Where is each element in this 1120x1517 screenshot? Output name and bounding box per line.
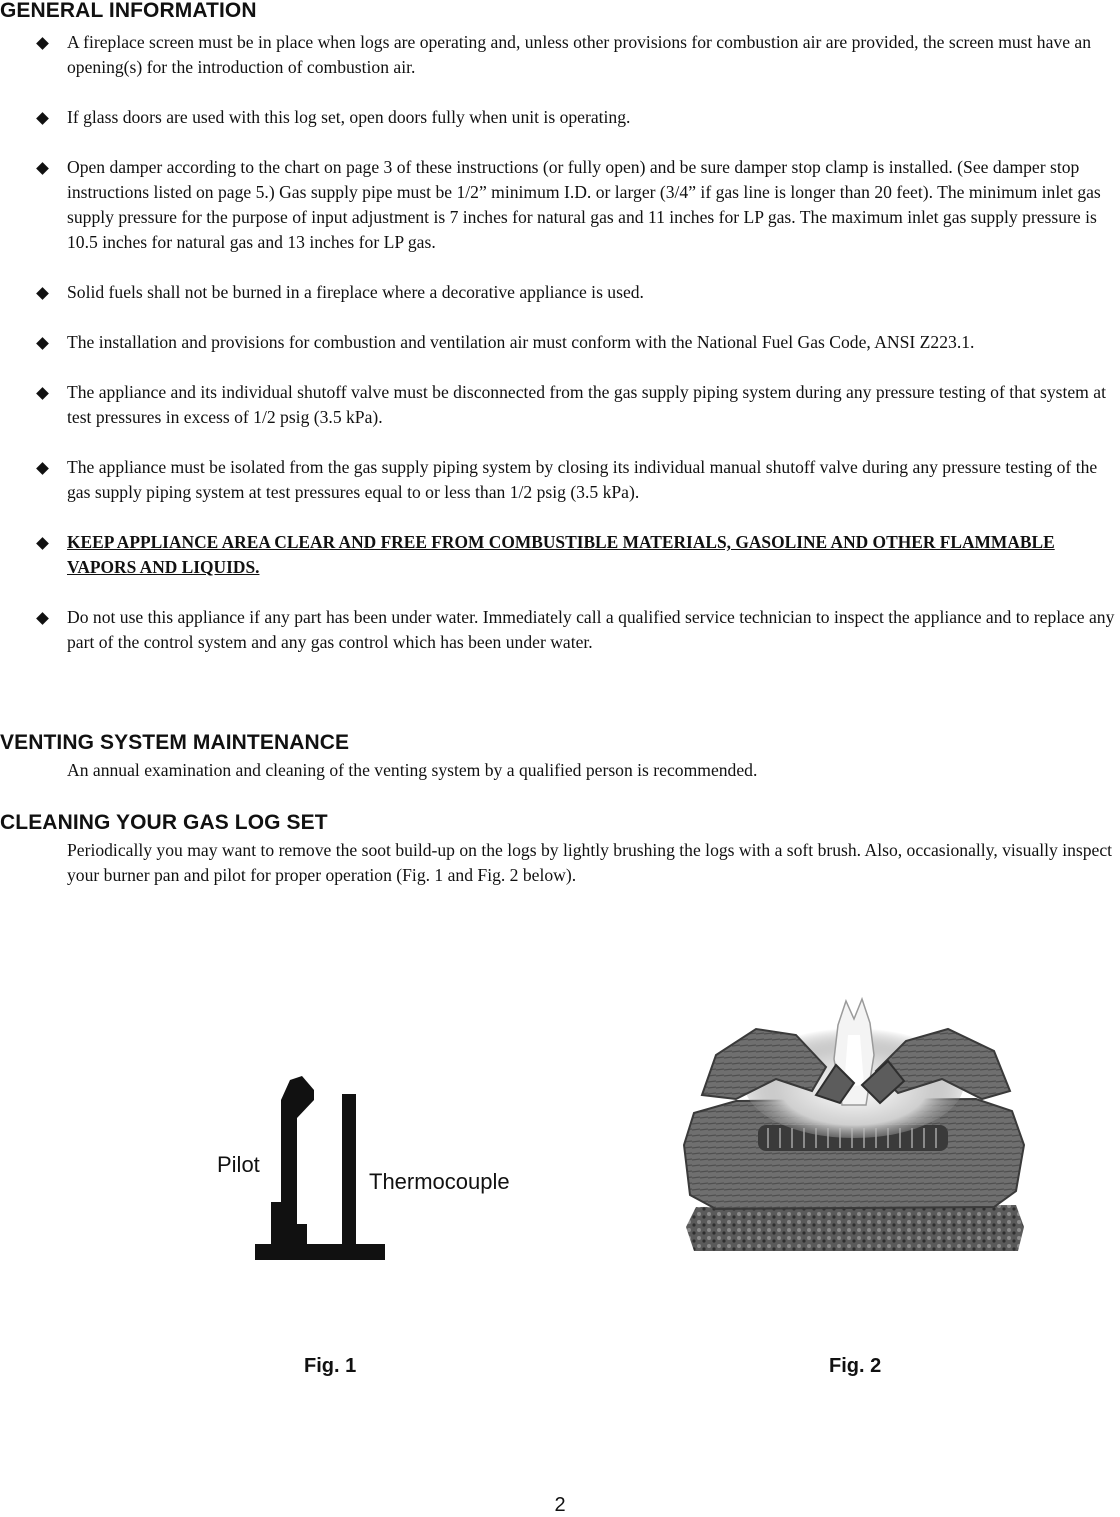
diamond-bullet-icon	[36, 387, 49, 400]
general-information-heading: GENERAL INFORMATION	[0, 0, 257, 22]
list-item	[0, 605, 1120, 655]
list-item	[0, 280, 1120, 305]
list-item	[0, 105, 1120, 130]
diamond-bullet-icon	[36, 37, 49, 50]
diamond-bullet-icon	[36, 162, 49, 175]
list-item	[0, 380, 1120, 430]
venting-paragraph: An annual examination and cleaning of the venting system by a qualified person is recommended.	[67, 760, 758, 780]
page-number: 2	[554, 1494, 566, 1516]
pilot-tube-shape	[271, 1076, 314, 1251]
general-information-list	[0, 30, 1120, 680]
figure-2-caption: Fig. 2	[829, 1355, 882, 1377]
list-item	[0, 330, 1120, 355]
list-item	[0, 30, 1120, 80]
bullet-text: If glass doors are used with this log set, open doors fully when unit is operating.	[67, 107, 631, 127]
bullet-text: Open damper according to the chart on page 3 of these instructions (or fully open) and be sure damper stop clamp is installed. (See damper stop instructions listed on page 5.) Gas supply pipe must be 1/2” minimum I.D. or larger (3/4” if gas line is longer than 20 feet). The minimum inlet gas supply pressure for the purpose of input adjustment is 7 inches for natural gas and 11 inches for LP gas. The maximum inlet gas supply pressure is 10.5 inches for natural gas and 13 inches for LP gas.	[67, 157, 1101, 252]
pilot-label: Pilot	[217, 1152, 260, 1177]
list-item	[0, 530, 1120, 580]
diamond-bullet-icon	[36, 337, 49, 350]
cleaning-heading: CLEANING YOUR GAS LOG SET	[0, 811, 328, 834]
diamond-bullet-icon	[36, 287, 49, 300]
diamond-bullet-icon	[36, 112, 49, 125]
bullet-text: Do not use this appliance if any part has been under water. Immediately call a qualified service technician to inspect the appliance and to replace any part of the control system and any gas control which has been under water.	[67, 607, 1115, 652]
bullet-text: A fireplace screen must be in place when logs are operating and, unless other provisions for combustion air are provided, the screen must have an opening(s) for the introduction of combustion air.	[67, 32, 1092, 77]
bullet-text: Solid fuels shall not be burned in a fireplace where a decorative appliance is used.	[67, 282, 644, 302]
bullet-text: The appliance and its individual shutoff valve must be disconnected from the gas supply piping system during any pressure testing of that system at test pressures in excess of 1/2 psig (3.5 kPa).	[67, 382, 1106, 427]
diamond-bullet-icon	[36, 462, 49, 475]
thermocouple-rod	[342, 1094, 356, 1251]
diamond-bullet-icon	[36, 612, 49, 625]
list-item	[0, 155, 1120, 255]
diamond-bullet-icon	[36, 537, 49, 550]
bullet-text: The appliance must be isolated from the gas supply piping system by closing its individual manual shutoff valve during any pressure testing of the gas supply piping system at test pressures equal to or less than 1/2 psig (3.5 kPa).	[67, 457, 1098, 502]
thermocouple-label: Thermocouple	[369, 1169, 510, 1194]
venting-heading: VENTING SYSTEM MAINTENANCE	[0, 731, 350, 754]
warning-text: KEEP APPLIANCE AREA CLEAR AND FREE FROM COMBUSTIBLE MATERIALS, GASOLINE AND OTHER FLAMMABLE VAPORS AND LIQUIDS.	[67, 532, 1055, 577]
gas-log-set-photo	[676, 995, 1036, 1257]
figure-1-caption: Fig. 1	[304, 1355, 357, 1377]
ember-bed	[686, 1205, 1024, 1251]
cleaning-paragraph: Periodically you may want to remove the soot build-up on the logs by lightly brushing the logs with a soft brush. Also, occasionally, visually inspect your burner pan and pilot for proper operation (Fig. 1 and Fig. 2 below).	[67, 840, 1113, 885]
list-item	[0, 455, 1120, 505]
base-plate	[255, 1244, 385, 1260]
bullet-text: The installation and provisions for combustion and ventilation air must conform with the National Fuel Gas Code, ANSI Z223.1.	[67, 332, 975, 352]
